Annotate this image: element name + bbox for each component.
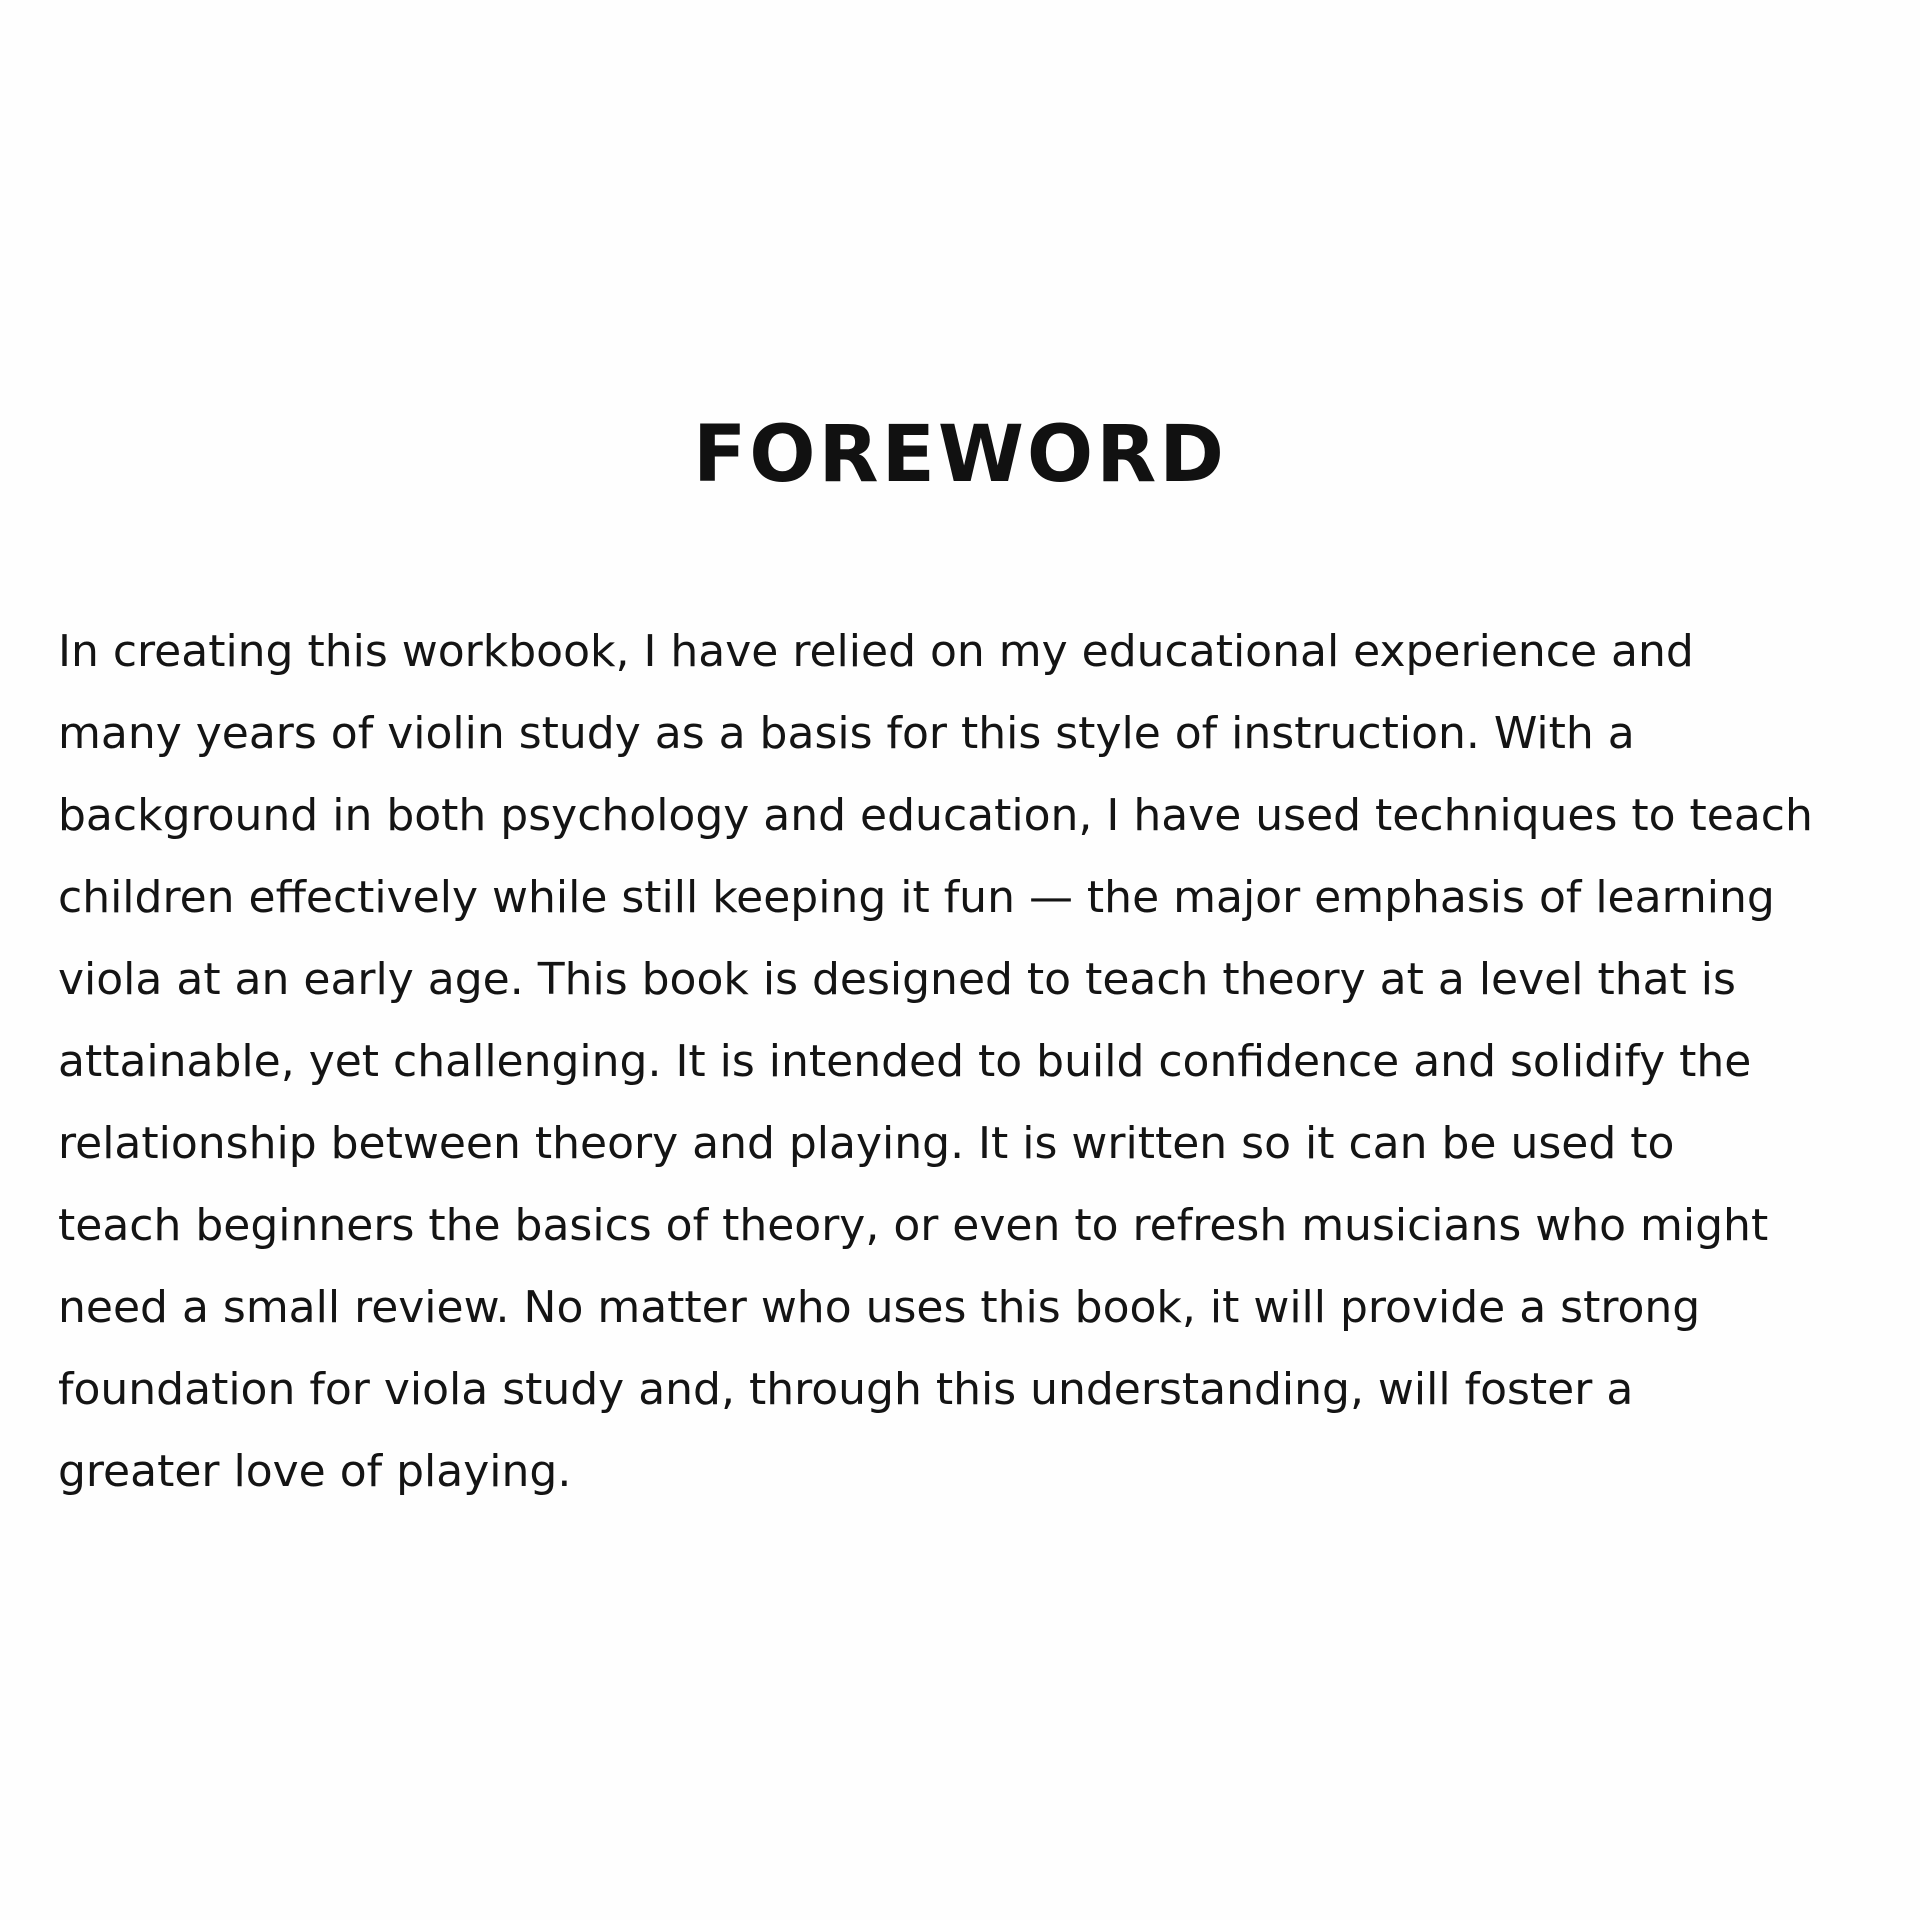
paragraph-line: children effectively while still keeping it fun — the major emphasis of learning [58, 872, 1775, 923]
page-title: FOREWORD [692, 410, 1228, 500]
paragraph-line: need a small review. No matter who uses this book, it will provide a strong [58, 1282, 1701, 1333]
paragraph-line: foundation for viola study and, through this understanding, will foster a [58, 1364, 1634, 1415]
foreword-paragraph [58, 611, 1898, 1513]
paragraph-line: attainable, yet challenging. It is intended to build confidence and solidify the [58, 1036, 1752, 1087]
paragraph-line: many years of violin study as a basis for this style of instruction. With a [58, 708, 1635, 759]
paragraph-line: background in both psychology and education, I have used techniques to teach [58, 790, 1813, 841]
paragraph-line: In creating this workbook, I have relied on my educational experience and [58, 626, 1694, 677]
paragraph-line: teach beginners the basics of theory, or even to refresh musicians who might [58, 1200, 1769, 1251]
paragraph-line: relationship between theory and playing. It is written so it can be used to [58, 1118, 1675, 1169]
paragraph-line: viola at an early age. This book is designed to teach theory at a level that is [58, 954, 1736, 1005]
paragraph-line: greater love of playing. [58, 1446, 572, 1497]
